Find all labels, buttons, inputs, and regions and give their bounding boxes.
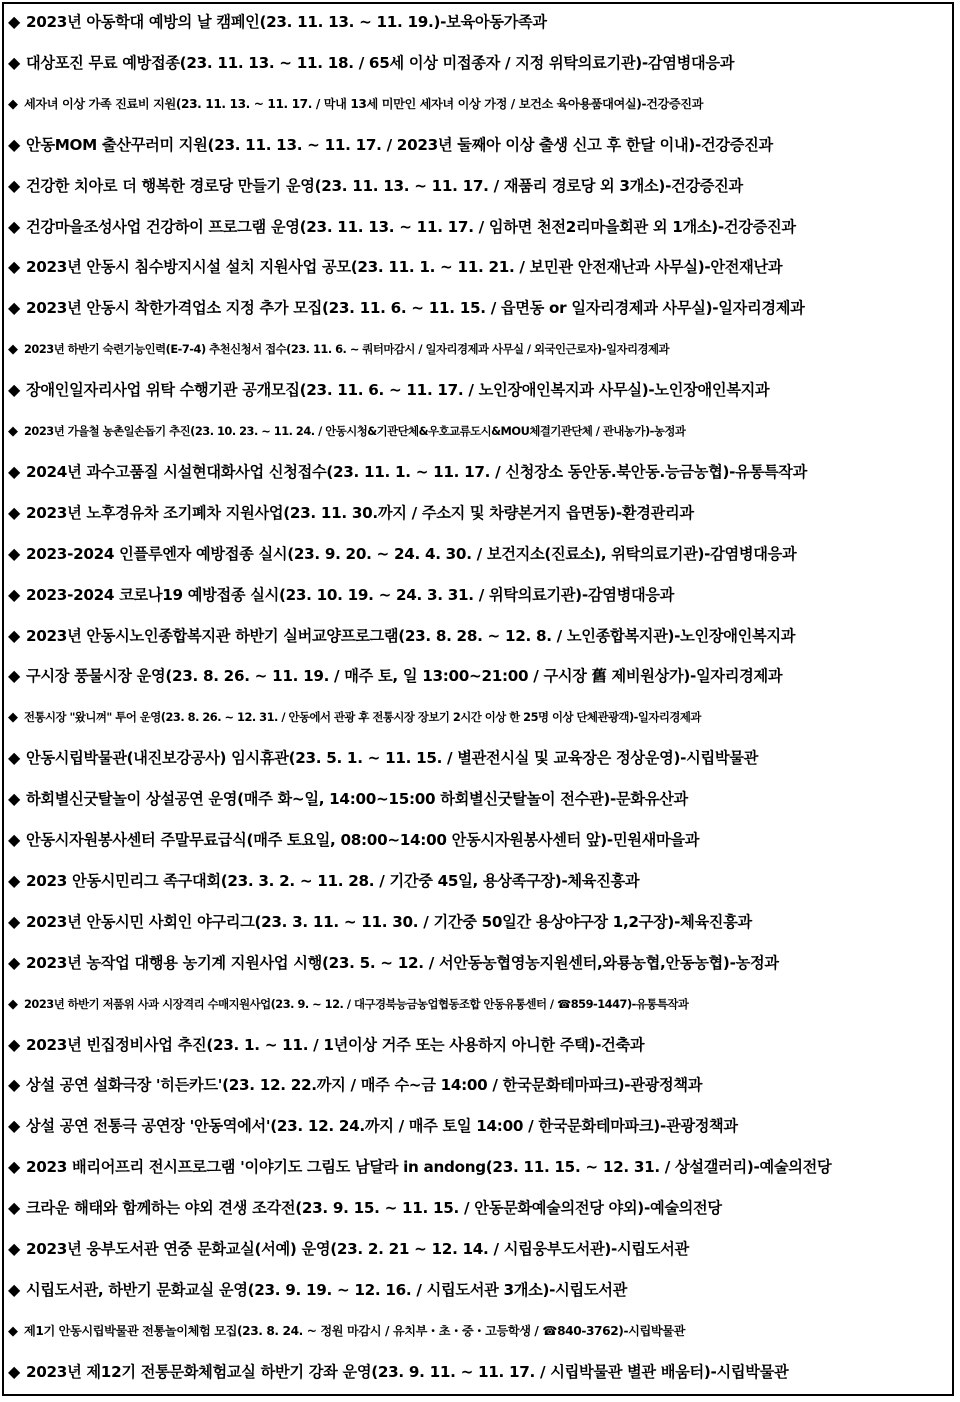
notice-text: 시립도서관, 하반기 문화교실 운영(23. 9. 19. ~ 12. 16. / 시립도서관 3개소)-시립도서관: [26, 1280, 627, 1299]
notice-text: 구시장 풍물시장 운영(23. 8. 26. ~ 11. 19. / 매주 토, 일 13:00~21:00 / 구시장 舊 제비원상가)-일자리경제과: [26, 667, 783, 686]
notice-item: [8, 53, 956, 73]
notice-text: 제1기 안동시립박물관 전통놀이체험 모집(23. 8. 24. ~ 정원 마감시 / 유치부・초・중・고등학생 / ☎840-3762)-시립박물관: [24, 1323, 685, 1338]
diamond-bullet-icon: ◆: [8, 1323, 18, 1339]
diamond-bullet-icon: ◆: [8, 710, 18, 726]
notice-text: 장애인일자리사업 위탁 수행기관 공개모집(23. 11. 6. ~ 11. 17. / 노인장애인복지과 사무실)-노인장애인복지과: [26, 381, 770, 400]
diamond-bullet-icon: ◆: [8, 789, 21, 809]
notice-text: 2023-2024 코로나19 예방접종 실시(23. 10. 19. ~ 24. 3. 31. / 위탁의료기관)-감염병대응과: [26, 585, 675, 604]
notice-item: [8, 1321, 956, 1342]
notice-item: [8, 421, 956, 442]
notice-item: [8, 585, 956, 605]
diamond-bullet-icon: ◆: [8, 996, 18, 1012]
notice-item: [8, 135, 956, 155]
notice-text: 건강한 치아로 더 행복한 경로당 만들기 운영(23. 11. 13. ~ 11. 17. / 재품리 경로당 외 3개소)-건강증진과: [26, 176, 743, 195]
diamond-bullet-icon: ◆: [8, 870, 21, 890]
notice-item: [8, 1116, 956, 1136]
diamond-bullet-icon: ◆: [8, 134, 21, 154]
notice-item: [8, 994, 956, 1015]
diamond-bullet-icon: ◆: [8, 1198, 21, 1218]
notice-item: [8, 789, 956, 809]
notice-text: 2023년 안동시 침수방지시설 설치 지원사업 공모(23. 11. 1. ~ 11. 21. / 보민관 안전재난과 사무실)-안전재난과: [26, 258, 783, 277]
notice-item: [8, 503, 956, 523]
diamond-bullet-icon: ◆: [8, 96, 18, 112]
notice-text: 2023년 노후경유차 조기폐차 지원사업(23. 11. 30.까지 / 주소지 및 차량본거지 읍면동)-환경관리과: [26, 503, 694, 522]
diamond-bullet-icon: ◆: [8, 461, 21, 481]
diamond-bullet-icon: ◆: [8, 12, 21, 31]
notice-item: [8, 707, 956, 728]
diamond-bullet-icon: ◆: [8, 342, 18, 358]
notice-item: [8, 94, 956, 115]
notice-text: 안동MOM 출산꾸러미 지원(23. 11. 13. ~ 11. 17. / 2023년 둘째아 이상 출생 신고 후 한달 이내)-건강증진과: [26, 135, 773, 154]
notice-item: [8, 544, 956, 564]
notice-text: 2023년 웅부도서관 연중 문화교실(서예) 운영(23. 2. 21 ~ 12. 14. / 시립웅부도서관)-시립도서관: [26, 1240, 689, 1258]
diamond-bullet-icon: ◆: [8, 543, 21, 563]
notice-item: [8, 953, 956, 973]
notice-text: 건강마을조성사업 건강하이 프로그램 운영(23. 11. 13. ~ 11. 17. / 임하면 천전2리마을회관 외 1개소)-건강증진과: [26, 217, 796, 236]
notice-item: [8, 1157, 956, 1177]
diamond-bullet-icon: ◆: [8, 502, 21, 522]
notice-item: [8, 12, 956, 32]
diamond-bullet-icon: ◆: [8, 584, 21, 604]
notice-text: 2023년 농작업 대행용 농기계 지원사업 시행(23. 5. ~ 12. / 서안동농협영농지원센터,와룡농협,안동농협)-농정과: [26, 953, 779, 972]
notice-item: [8, 1239, 956, 1259]
notice-text: 안동시립박물관(내진보강공사) 임시휴관(23. 5. 1. ~ 11. 15. / 별관전시실 및 교육장은 정상운영)-시립박물관: [26, 749, 758, 768]
notice-text: 크라운 해태와 함께하는 야외 견생 조각전(23. 9. 15. ~ 11. 15. / 안동문화예술의전당 야외)-예술의전당: [26, 1199, 722, 1218]
diamond-bullet-icon: ◆: [8, 52, 21, 72]
notice-text: 전통시장 "왔니껴" 투어 운영(23. 8. 26. ~ 12. 31. / 안동에서 관광 후 전통시장 장보기 2시간 이상 한 25명 이상 단체관광객)-일자리경제과: [24, 710, 701, 725]
diamond-bullet-icon: ◆: [8, 1239, 21, 1258]
diamond-bullet-icon: ◆: [8, 1075, 21, 1095]
notice-text: 2023-2024 인플루엔자 예방접종 실시(23. 9. 20. ~ 24. 4. 30. / 보건지소(진료소), 위탁의료기관)-감염병대응과: [26, 544, 797, 563]
notice-text: 상설 공연 전통극 공연장 '안동역에서'(23. 12. 24.까지 / 매주 토일 14:00 / 한국문화테마파크)-관광정책과: [26, 1117, 738, 1136]
notice-item: [8, 748, 956, 768]
notice-board-frame: [2, 2, 954, 1396]
notice-item: [8, 176, 956, 196]
diamond-bullet-icon: ◆: [8, 830, 21, 849]
diamond-bullet-icon: ◆: [8, 666, 21, 686]
notice-text: 2023 안동시민리그 족구대회(23. 3. 2. ~ 11. 28. / 기간중 45일, 용상족구장)-체육진흥과: [26, 871, 640, 890]
notice-text: 2024년 과수고품질 시설현대화사업 신청접수(23. 11. 1. ~ 11. 17. / 신청장소 동안동.북안동.능금농협)-유통특작과: [26, 462, 807, 481]
diamond-bullet-icon: ◆: [8, 380, 21, 400]
notice-text: 2023년 아동학대 예방의 날 캠페인(23. 11. 13. ~ 11. 19.)-보육아동가족과: [26, 13, 547, 31]
diamond-bullet-icon: ◆: [8, 424, 18, 439]
diamond-bullet-icon: ◆: [8, 257, 21, 277]
notice-item: [8, 1075, 956, 1095]
notice-text: 세자녀 이상 가족 진료비 지원(23. 11. 13. ~ 11. 17. / 막내 13세 미만인 세자녀 이상 가정 / 보건소 육아용품대여실)-건강증진과: [24, 96, 703, 111]
notice-item: [8, 217, 956, 237]
notice-item: [8, 871, 956, 891]
diamond-bullet-icon: ◆: [8, 748, 21, 768]
notice-text: 2023년 안동시노인종합복지관 하반기 실버교양프로그램(23. 8. 28. ~ 12. 8. / 노인종합복지관)-노인장애인복지과: [26, 626, 796, 645]
notice-item: [8, 830, 956, 850]
notice-text: 안동시자원봉사센터 주말무료급식(매주 토요일, 08:00~14:00 안동시자원봉사센터 앞)-민원새마을과: [26, 831, 700, 849]
notice-text: 2023년 빈집정비사업 추진(23. 1. ~ 11. / 1년이상 거주 또는 사용하지 아니한 주택)-건축과: [26, 1035, 645, 1054]
notice-item: [8, 298, 956, 318]
notice-item: [8, 1280, 956, 1300]
notice-text: 상설 공연 설화극장 '히든카드'(23. 12. 22.까지 / 매주 수~금 14:00 / 한국문화테마파크)-관광정책과: [26, 1076, 703, 1095]
notice-item: [8, 462, 956, 482]
notice-text: 2023년 안동시 착한가격업소 지정 추가 모집(23. 11. 6. ~ 11. 15. / 읍면동 or 일자리경제과 사무실)-일자리경제과: [26, 299, 805, 318]
diamond-bullet-icon: ◆: [8, 1279, 21, 1299]
notice-text: 2023년 제12기 전통문화체험교실 하반기 강좌 운영(23. 9. 11. ~ 11. 17. / 시립박물관 별관 배움터)-시립박물관: [26, 1362, 789, 1381]
notice-item: [8, 339, 956, 360]
notice-item: [8, 912, 956, 932]
diamond-bullet-icon: ◆: [8, 1157, 21, 1177]
diamond-bullet-icon: ◆: [8, 216, 21, 236]
notice-item: [8, 1198, 956, 1218]
diamond-bullet-icon: ◆: [8, 952, 21, 972]
diamond-bullet-icon: ◆: [8, 298, 21, 318]
diamond-bullet-icon: ◆: [8, 1034, 21, 1054]
diamond-bullet-icon: ◆: [8, 1116, 21, 1136]
notice-item: [8, 666, 956, 686]
diamond-bullet-icon: ◆: [8, 625, 21, 645]
notice-item: [8, 1035, 956, 1055]
notice-text: 대상포진 무료 예방접종(23. 11. 13. ~ 11. 18. / 65세 이상 미접종자 / 지정 위탁의료기관)-감염병대응과: [26, 53, 735, 72]
notice-text: 2023년 가을철 농촌일손돕기 추진(23. 10. 23. ~ 11. 24. / 안동시청&기관단체&우호교류도시&MOU체결기관단체 / 관내농가)-농정과: [24, 424, 686, 438]
notice-item: [8, 380, 956, 400]
notice-text: 2023년 하반기 숙련기능인력(E-7-4) 추천신청서 접수(23. 11. 6. ~ 쿼터마감시 / 일자리경제과 사무실 / 외국인근로자)-일자리경제과: [24, 342, 670, 357]
notice-item: [8, 1362, 956, 1382]
diamond-bullet-icon: ◆: [8, 911, 21, 931]
notice-text: 2023 배리어프리 전시프로그램 '이야기도 그림도 남달라 in andong(23. 11. 15. ~ 12. 31. / 상설갤러리)-예술의전당: [26, 1158, 832, 1177]
diamond-bullet-icon: ◆: [8, 1361, 21, 1381]
notice-text: 2023년 안동시민 사회인 야구리그(23. 3. 11. ~ 11. 30. / 기간중 50일간 용상야구장 1,2구장)-체육진흥과: [26, 912, 752, 931]
notice-item: [8, 626, 956, 646]
diamond-bullet-icon: ◆: [8, 175, 21, 195]
notice-text: 하회별신굿탈놀이 상설공연 운영(매주 화~일, 14:00~15:00 하회별신굿탈놀이 전수관)-문화유산과: [26, 790, 688, 809]
notice-text: 2023년 하반기 저품위 사과 시장격리 수매지원사업(23. 9. ~ 12. / 대구경북능금농업협동조합 안동유통센터 / ☎859-1447)-유통특작과: [24, 996, 689, 1011]
notice-item: [8, 257, 956, 277]
